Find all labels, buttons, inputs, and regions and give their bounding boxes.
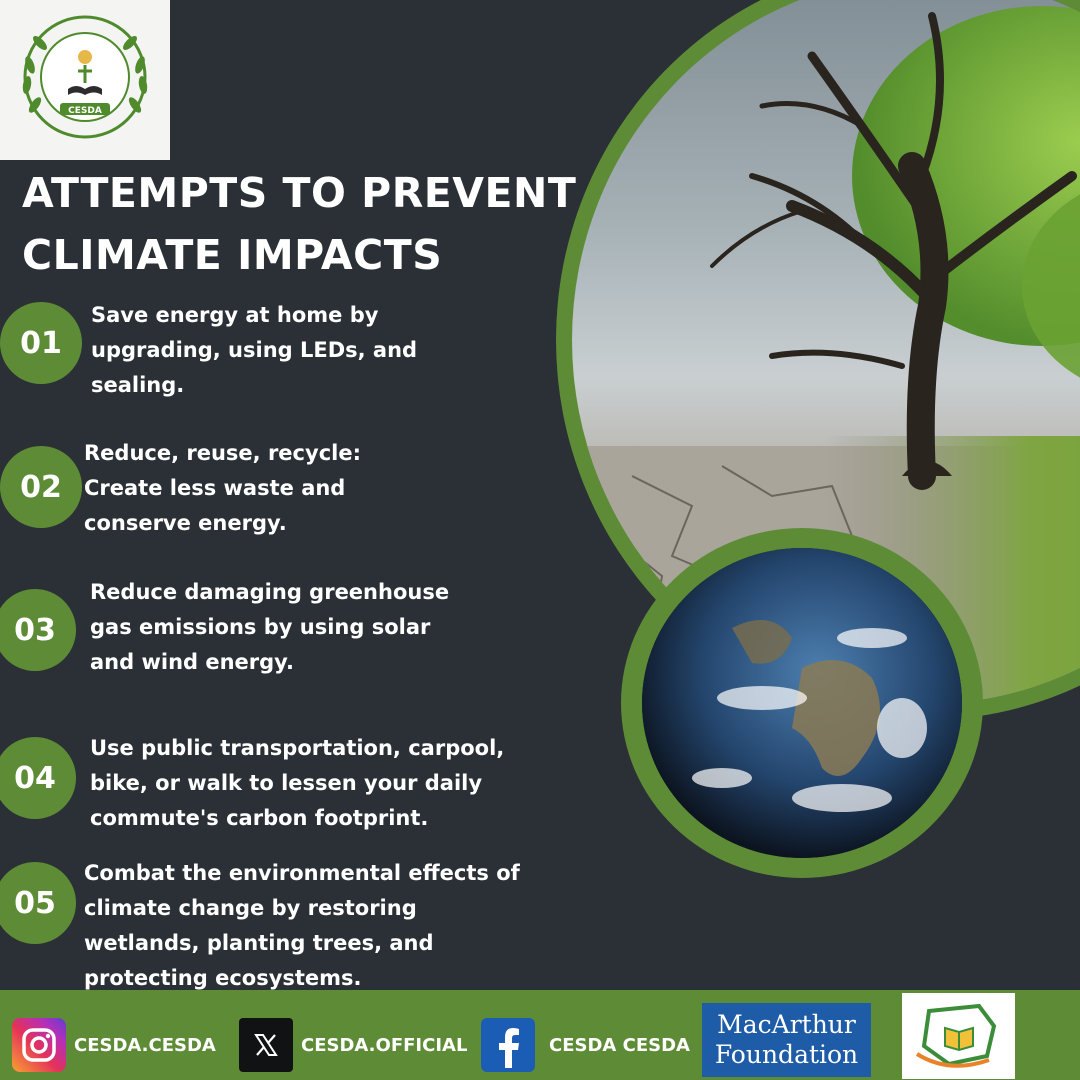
- nigeria-map-book-icon: [909, 996, 1009, 1076]
- item-number-badge: 04: [0, 737, 76, 819]
- item-number-badge: 01: [0, 302, 82, 384]
- instagram-link[interactable]: [12, 1018, 216, 1072]
- cesda-logo: [0, 0, 170, 160]
- partner-logo: [902, 993, 1015, 1079]
- macarthur-foundation-logo: MacArthur Foundation: [702, 1003, 871, 1077]
- item-number-badge: 02: [0, 446, 82, 528]
- x-icon[interactable]: [239, 1018, 293, 1072]
- item-number-badge: 03: [0, 589, 76, 671]
- svg-text:CESDA: CESDA: [68, 106, 102, 116]
- title-line-2: CLIMATE IMPACTS: [22, 231, 443, 279]
- page-title: [22, 162, 582, 286]
- facebook-handle[interactable]: CESDA CESDA: [549, 1034, 690, 1056]
- title-line-1: ATTEMPTS TO PREVENT: [22, 169, 577, 217]
- instagram-handle[interactable]: CESDA.CESDA: [74, 1034, 216, 1056]
- x-link[interactable]: [239, 1018, 467, 1072]
- item-text: Reduce damaging greenhouse gas emissions by using solar and wind energy.: [90, 580, 450, 674]
- cesda-seal-icon: [10, 5, 160, 155]
- item-text: Save energy at home by upgrading, using LEDs, and sealing.: [91, 303, 418, 397]
- facebook-icon[interactable]: [481, 1018, 535, 1072]
- item-number-badge: 05: [0, 862, 76, 944]
- item-text: Reduce, reuse, recycle: Create less waste and conserve energy.: [84, 441, 361, 535]
- x-handle[interactable]: CESDA.OFFICIAL: [301, 1034, 468, 1056]
- facebook-link[interactable]: [481, 1018, 690, 1072]
- instagram-icon[interactable]: [12, 1018, 66, 1072]
- item-text: Combat the environmental effects of climate change by restoring wetlands, planting trees, and protecting ecosystems.: [84, 861, 520, 990]
- item-text: Use public transportation, carpool, bike, or walk to lessen your daily commute's carbon footprint.: [90, 736, 505, 830]
- earth-image: [642, 548, 962, 858]
- earth-image-frame: [621, 528, 983, 878]
